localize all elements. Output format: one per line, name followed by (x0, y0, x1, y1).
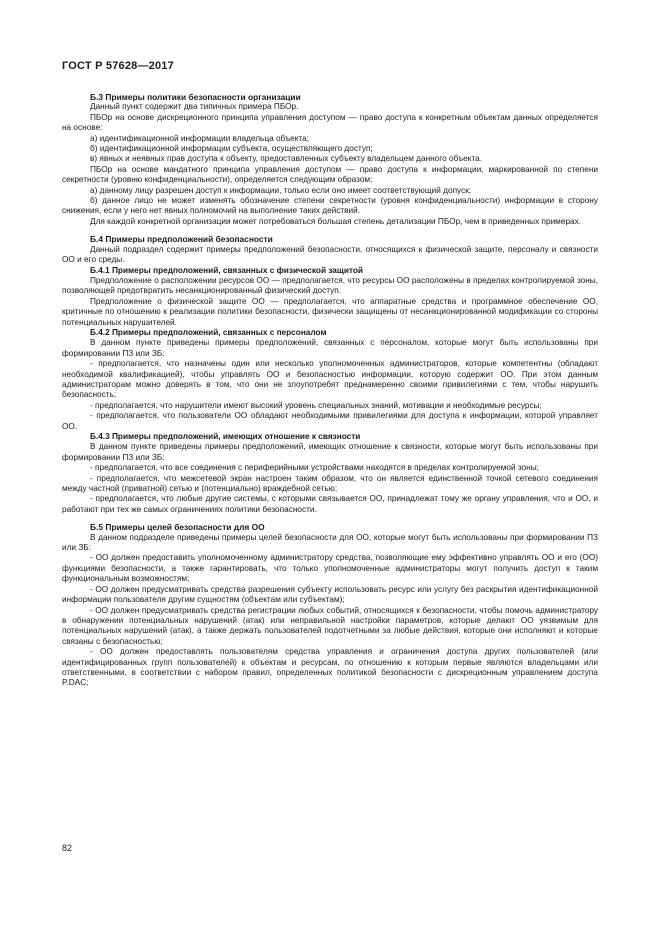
paragraph: ПБОр на основе дискреционного принципа управления доступом — право доступа к конкретным объектам данных определяется на основе: (62, 112, 598, 133)
section-b3-title: Б.3 Примеры политики безопасности организации (90, 92, 301, 102)
list-item: - предполагается, что нарушители имеют высокий уровень специальных знаний, мотивации и необходимые ресурсы; (90, 400, 542, 410)
list-item: - ОО должен предоставить уполномоченному администратору средства, позволяющие ему эффективно управлять ОО и его (ОО) функциями безопасности, а также гарантировать, что только уполномоченные администраторы могут получить доступ к таким функциональным возможностям; (62, 553, 598, 584)
list-item: - ОО должен предусматривать средства разрешения субъекту использовать ресурс или услугу без раскрытия идентификационной информации пользователя другим сущностям (объектам или субъектам); (62, 584, 598, 605)
subsection-b41-title: Б.4.1 Примеры предположений, связанных с физической защитой (90, 265, 363, 275)
list-item: в) явных и неявных прав доступа к объекту, предоставленных субъекту владельцем данного объекта. (90, 154, 483, 164)
document-header: ГОСТ Р 57628—2017 (62, 60, 174, 72)
list-item: - предполагается, что пользователи ОО обладают необходимыми привилегиями для доступа к информации, которой управляет ОО. (62, 411, 598, 431)
list-item: - предполагается, что межсетевой экран настроен таким образом, что он является единственной точкой сетевого соединения между частной (приватной) сетью и (потенциально) враждебной сетью; (62, 473, 598, 494)
subsection-b42-title: Б.4.2 Примеры предположений, связанных с персоналом (90, 327, 327, 337)
list-item: а) идентификационной информации владельца объекта; (90, 133, 309, 143)
list-item: - ОО должен предусматривать средства регистрации любых событий, относящихся к безопасности, чтобы помочь администратору в обнаружении потенциальных нарушений (атак) или неправильной настройки параметров, которые делают ОО уязвимым для потенциальных нарушений (атак), а также держать пользователей подотчетными за любые действия, которые они исполняют и которые связаны с безопасностью; (62, 605, 598, 646)
paragraph: ПБОр на основе мандатного принципа управления доступом — право доступа к информации, маркированной по степени секретности (уровню конфиденциальности), определяется следующим образом: (62, 164, 598, 185)
list-item: а) данному лицу разрешен доступ к информации, только если оно имеет соответствующий допуск; (90, 185, 472, 195)
list-item: б) данное лицо не может изменять обозначение степени секретности (уровня конфиденциальности) информации в сторону снижения, если у него нет явных полномочий на выполнение таких действий. (62, 196, 598, 216)
list-item: - ОО должен предоставлять пользователям средства управления и ограничения доступа других пользователей (или идентифицированных групп пользователей) к объектам и ресурсам, по отношению к которым первые являются владельцами или ответственными, в соответствии с набором правил, определенных политикой безопасности с дискреционным управлением доступа P.DAC; (62, 647, 598, 688)
subsection-b43-title: Б.4.3 Примеры предположений, имеющих отношение к связности (90, 432, 361, 441)
paragraph: Данный подраздел содержит примеры предположений безопасности, относящихся к физической защите, персоналу и связности ОО и его среды. (62, 244, 598, 265)
paragraph: Данный пункт содержит два типичных примера ПБОр. (90, 102, 299, 112)
list-item: - предполагается, что любые другие системы, с которыми связывается ОО, принадлежат тому же органу управления, что и ОО, и работают при тех же самых ограничениях политики безопасности. (62, 494, 598, 514)
list-item: б) идентификационной информации субъекта, осуществляющего доступ; (90, 144, 373, 154)
list-item: - предполагается, что назначены один или несколько уполномоченных администраторов, которые компетентны (обладают необходимой квалификацией), чтобы управлять ОО и безопасностью информации, которую содержит ОО. При этом данным администраторам можно доверять в том, что они не злоупотребят преднамеренно своими привилегиями с тем, чтобы нарушить безопасность; (62, 359, 598, 400)
section-b4-title: Б.4 Примеры предположений безопасности (90, 234, 273, 245)
paragraph: Предположение о расположении ресурсов ОО — предполагается, что ресурсы ОО расположены в пределах контролируемой зоны, позволяющей предотвратить несанкционированный физический доступ. (62, 275, 598, 296)
section-b5-title: Б.5 Примеры целей безопасности для ОО (90, 522, 265, 533)
paragraph: Предположение о физической защите ОО — предполагается, что аппаратные средства и программное обеспечение ОО, критичные по отношению к реализации политики безопасности, физически защищены от несанкционированной модификации со стороны потенциальных нарушителей. (62, 296, 598, 327)
list-item: - предполагается, что все соединения с периферийными устройствами находятся в пределах контролируемой зоны; (90, 463, 539, 473)
paragraph: В данном пункте приведены примеры предположений, связанных с персоналом, которые могут быть использованы при формировании ПЗ или ЗБ: (62, 338, 598, 358)
paragraph: В данном подразделе приведены примеры целей безопасности для ОО, которые могут быть использованы при формировании ПЗ или ЗБ: (62, 532, 598, 553)
page-content (62, 92, 598, 689)
paragraph: В данном пункте приведены примеры предположений, имеющих отношение к связности, которые могут быть использованы при формировании ПЗ или ЗБ: (62, 442, 598, 462)
paragraph: Для каждой конкретной организации может потребоваться большая степень детализации ПБОр, чем в приведенных примерах. (90, 216, 582, 226)
page-number: 82 (62, 843, 73, 853)
